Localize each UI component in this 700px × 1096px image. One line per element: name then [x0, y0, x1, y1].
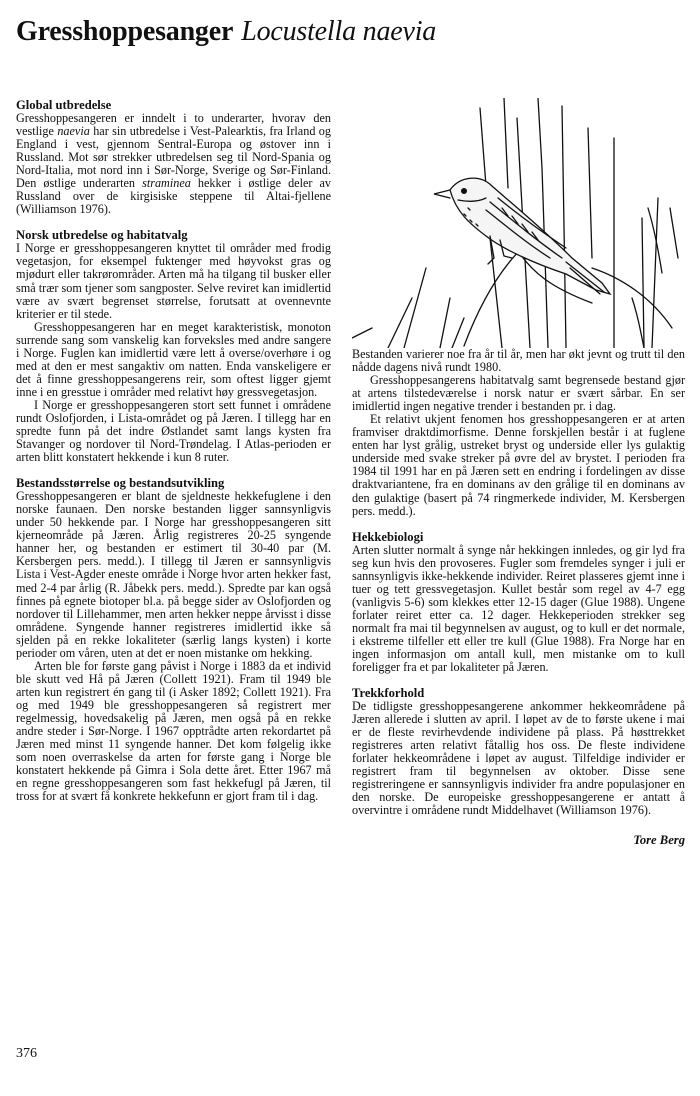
- paragraph: I Norge er gresshoppesangeren stort sett funnet i områdene rundt Oslofjorden, i Lista-området og på Jæren. I tillegg har en spredte funn på det indre Østlandet samt langs kysten fra Stavanger og nordover til Nord-Trøndelag. I Atlas-perioden er arten blitt konstatert hekkende i kun 8 ruter.: [16, 397, 331, 465]
- scientific-name: Locustella naevia: [241, 16, 437, 47]
- section-migration: [352, 686, 685, 817]
- page-number: 376: [16, 1046, 37, 1061]
- section-global-distribution: [16, 98, 331, 216]
- paragraph: Gresshoppesangeren er blant de sjeldneste hekkefuglene i den norske faunaen. Den norske bestanden ligger sannsynligvis under 50 hekkende par. I Norge har gresshoppesangeren sitt kjerneområde på Jæren. Årlig registreres 20-25 syngende hanner her, og bestanden er estimert til 30-40 par (M. Kersbergen pers. medd.). I tillegg til Jæren er sannsynligvis Lista i Vest-Agder eneste område i Norge hvor arten hekker fast, med 2-4 par årlig (R. Jåbekk pers. medd.). Spredte par kan også finnes på egnete biotoper bl.a. på begge sider av Oslofjorden og nordover til Lillehammer, men arten hekker neppe årvisst i disse områdene. Syngende hanner registreres imidlertid ikke så sjelden på en rekke lokaliteter (særlig langs kysten) i korte perioder om våren, uten at det er noen mistanke om hekking.: [16, 489, 331, 660]
- paragraph-global-distribution: Gresshoppesangeren er inndelt i to underarter, hvorav den vestlige naevia har sin utbredelse i Vest-Palearktis, fra Irland og England i vest, gjennom Sentral-Europa og østover inn i Russland. Mot sør strekker utbredelsen seg til Nord-Spania og Nord-Italia, mot nord inn i Sør-Norge, Sverige og Sør-Finland. Den østlige underarten straminea hekker i østlige deler av Russland over de kirgisiske steppene til Altai-fjellene (Williamson 1976).: [16, 111, 331, 217]
- section-norwegian-distribution: [16, 228, 331, 464]
- heading-norwegian-distribution: Norsk utbredelse og habitatvalg: [16, 228, 188, 243]
- section-population: [16, 476, 331, 803]
- paragraph: Et relativt ukjent fenomen hos gresshoppesangeren er at arten framviser draktdimorfisme. Denne forskjellen består i at fuglene enten har lyst grålig, ustreket bryst og underside eller lys gulaktig underside med svake streker på øvre del av brystet. I perioden fra 1984 til 1991 har en på Jæren sett en endring i fordelingen av disse draktvariantene, fra en dominans av den grålige til en dominans av den gulaktige (basert på 74 ringmerkede individer, M. Kersbergen pers. medd.).: [352, 412, 685, 518]
- heading-global-distribution: Global utbredelse: [16, 98, 112, 112]
- page-title: [16, 16, 436, 48]
- section-breeding-biology: [352, 530, 685, 674]
- right-column: [352, 98, 685, 847]
- paragraph: Arten slutter normalt å synge når hekkingen innledes, og gir lyd fra seg kun hvis den provoseres. Fugler som fremdeles synger i juli er sannsynligvis ikke-hekkende individer. Reiret plasseres gjemt inne i tuer og tett gressvegetasjon. Kullet består som regel av 4-7 egg (vanligvis 5-6) som klekkes etter 12-15 dager (Glue 1988). Ungene forlater reiret etter ca. 12 dager. Hekkeperioden strekker seg normalt fra mai til begynnelsen av august, og to kull er det normale, i ekstreme tilfeller ett eller tre kull (Glue 1988). Fra Norge har en ingen informasjon om antall kull, men mistanke om to kull foreligger fra et par lokaliteter på Jæren.: [352, 542, 685, 675]
- common-name: Gresshoppesanger: [16, 16, 234, 47]
- paragraph: Bestanden varierer noe fra år til år, men har økt jevnt og trutt til den nådde dagens nivå rundt 1980.: [352, 347, 685, 375]
- paragraph: Gresshoppesangerens habitatvalg samt begrensede bestand gjør at artens tilstedeværelse i norsk natur er svært sårbar. En ser imidlertid ingen negative trender i bestanden pr. i dag.: [352, 373, 685, 414]
- paragraph: I Norge er gresshoppesangeren knyttet til områder med frodig vegetasjon, for eksempel fuktenger med høyvokst gras og mjødurt eller takrørområder. Arten må ha tilgang til busker eller små trær som tjener som sangposter. Selve reviret kan imidlertid være av svært begrenset størrelse, forutsatt at ovennevnte kriterier er til stede.: [16, 241, 331, 321]
- bird-illustration: [352, 98, 685, 348]
- heading-migration: Trekkforhold: [352, 686, 425, 701]
- heading-breeding-biology: Hekkebiologi: [352, 529, 424, 544]
- paragraph: Gresshoppesangeren har en meget karakteristisk, monoton surrende sang som vanskelig kan forveksles med andre sangere i Norge. Fuglen kan imidlertid være lett å overse/overhøre i og med at den er mest sangaktiv om natten. Enda vanskeligere er det å finne gresshoppesangerens reir, som oftest ligger gjemt inne i en gresstue i områder med relativt høy gressvegetasjon.: [16, 319, 331, 399]
- left-column: [16, 98, 331, 803]
- heading-population: Bestandsstørrelse og bestandsutvikling: [16, 476, 225, 491]
- section-population-continued: [352, 348, 685, 518]
- paragraph: Arten ble for første gang påvist i Norge i 1883 da et individ ble skutt ved Hå på Jæren (Collett 1921). Fram til 1949 ble arten kun registrert én gang til (i Asker 1892; Collett 1921). Fra og med 1949 ble gresshoppesangeren så registrert mer regelmessig, hovedsakelig på Jæren, men også på en rekke andre steder i Sør-Norge. I 1967 opptrådte arten rekordartet på Jæren med minst 11 syngende hanner. Det kom følgelig ikke som noen overraskelse da arten for første gang i Norge ble konstatert hekkende på Gimra i Sola dette året. Etter 1967 må en regne gresshoppesangeren som fast hekkefugl på Jæren, til tross for at svært få konkrete hekkefunn er gjort fram til i dag.: [16, 658, 331, 804]
- author-name: Tore Berg: [633, 832, 685, 847]
- paragraph: De tidligste gresshoppesangerene ankommer hekkeområdene på Jæren allerede i slutten av april. I løpet av de to første ukene i mai er de fleste revirhevdende individene på plass. På høsttrekket registreres arten relativt fåtallig hos oss. De fleste individene forlater hekkeområdene i løpet av august. Tilfeldige individer er registrert fram til begynnelsen av oktober. Disse sene registreringene er sannsynligvis individer fra andre populasjoner en den norske. De europeiske gresshoppesangerene er antatt å overvintre i områdene rundt Middelhavet (Williamson 1976).: [352, 699, 685, 818]
